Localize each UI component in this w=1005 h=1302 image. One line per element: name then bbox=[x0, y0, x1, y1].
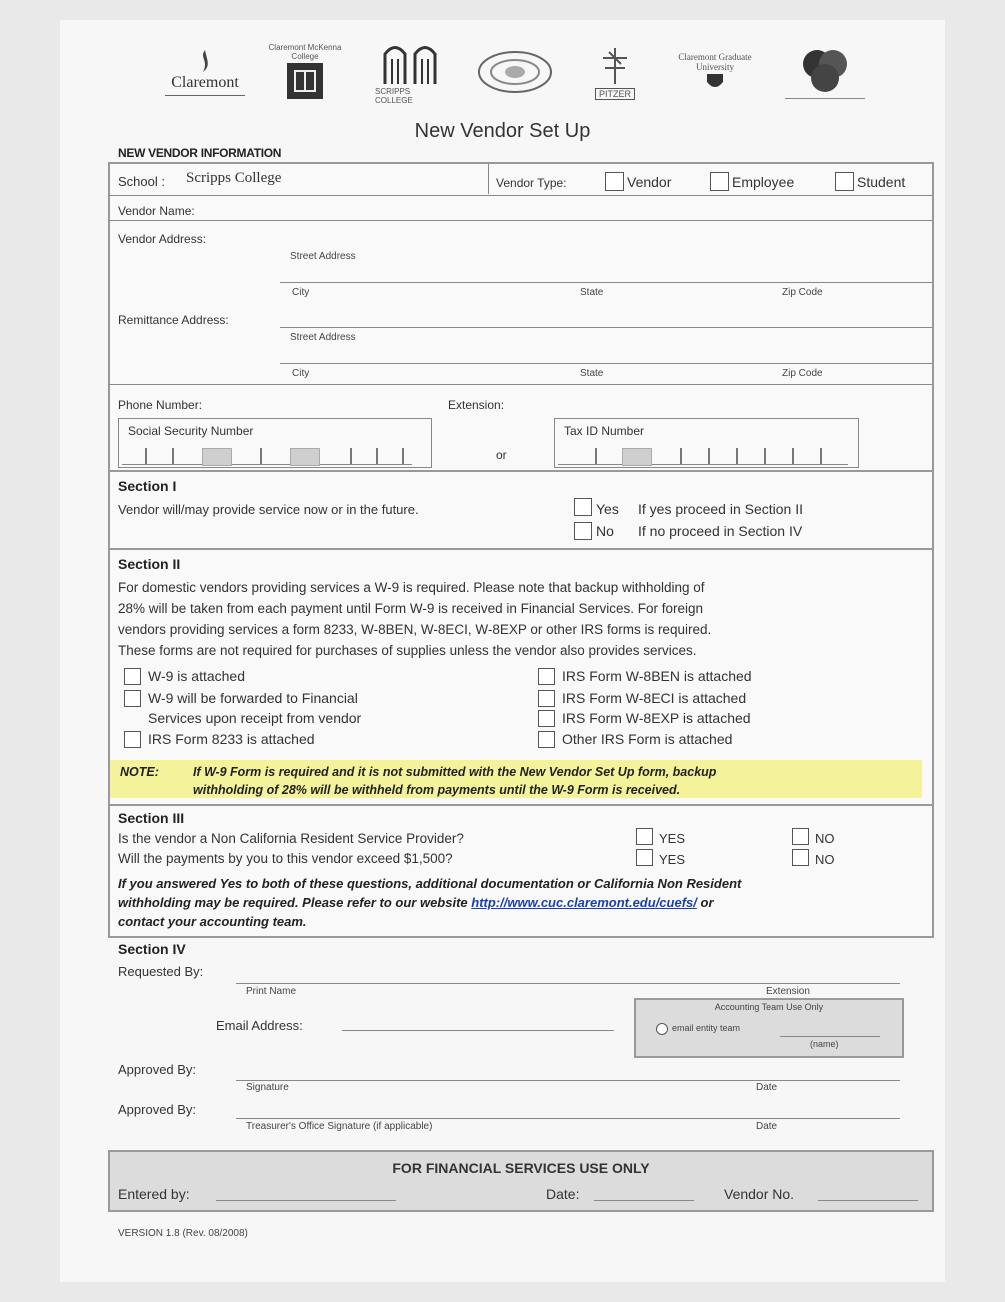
vendor-type-employee-checkbox[interactable] bbox=[710, 172, 729, 191]
w8eci-checkbox[interactable] bbox=[538, 690, 555, 707]
scripps-logo: SCRIPPS COLLEGE bbox=[375, 32, 445, 112]
approved-by-2-label: Approved By: bbox=[118, 1102, 197, 1117]
tax-id-label: Tax ID Number bbox=[564, 424, 645, 438]
scripps-arches-icon bbox=[380, 39, 440, 87]
section-3-note-3: contact your accounting team. bbox=[118, 914, 307, 929]
q2-yes-label: YES bbox=[659, 852, 686, 867]
q1-no-label: NO bbox=[815, 831, 835, 846]
claremont-mckenna-logo: Claremont McKenna College bbox=[265, 32, 345, 112]
entered-by-label: Entered by: bbox=[118, 1186, 190, 1202]
date-caption: Date bbox=[756, 1082, 778, 1093]
section-1-yes-note: If yes proceed in Section II bbox=[638, 501, 803, 517]
vendor-type-student-label: Student bbox=[857, 174, 906, 190]
divider bbox=[488, 164, 489, 194]
w8ben-checkbox[interactable] bbox=[538, 668, 555, 685]
w8eci-label: IRS Form W-8ECI is attached bbox=[562, 690, 747, 706]
page-title: New Vendor Set Up bbox=[414, 120, 591, 142]
print-name-caption: Print Name bbox=[246, 986, 297, 997]
street-address-caption: Street Address bbox=[290, 251, 356, 262]
approved-by-2-line[interactable] bbox=[236, 1118, 900, 1119]
school-label: School : bbox=[118, 174, 165, 189]
phone-label: Phone Number: bbox=[118, 398, 203, 412]
vendor-address-label: Vendor Address: bbox=[118, 232, 207, 246]
section-2-line-1: For domestic vendors providing services a W-9 is required. Please note that backup withholding of bbox=[118, 580, 705, 595]
digit-tick bbox=[350, 448, 352, 464]
zip-caption: Zip Code bbox=[782, 287, 823, 298]
email-address-label: Email Address: bbox=[216, 1018, 303, 1033]
date-2-caption: Date bbox=[756, 1121, 778, 1132]
vendor-no-label: Vendor No. bbox=[724, 1186, 795, 1202]
pitzer-logo: PITZER bbox=[585, 32, 645, 112]
initials-line bbox=[780, 1036, 880, 1037]
note-line-1: If W-9 Form is required and it is not submitted with the New Vendor Set Up form, backup bbox=[193, 765, 717, 779]
accounting-team-title: Accounting Team Use Only bbox=[714, 1002, 824, 1012]
section-1-yes-checkbox[interactable] bbox=[574, 498, 592, 516]
cgu-shield-icon bbox=[705, 72, 725, 92]
email-entity-team-label: email entity team bbox=[672, 1023, 741, 1033]
claremont-graduate-logo: Claremont Graduate University bbox=[665, 32, 765, 112]
tax-baseline bbox=[558, 464, 848, 465]
date-label: Date: bbox=[546, 1186, 580, 1202]
seal-logo bbox=[470, 32, 560, 112]
remittance-address-label: Remittance Address: bbox=[118, 313, 229, 327]
city-caption: City bbox=[292, 287, 310, 298]
signature-caption: Signature bbox=[246, 1082, 289, 1093]
section-1-title: Section I bbox=[118, 478, 177, 494]
financial-services-title: FOR FINANCIAL SERVICES USE ONLY bbox=[392, 1160, 650, 1176]
q2-yes-checkbox[interactable] bbox=[636, 849, 653, 866]
divider bbox=[108, 384, 932, 385]
section-3-q1: Is the vendor a Non California Resident Service Provider? bbox=[118, 831, 464, 846]
address-line bbox=[280, 282, 932, 283]
digit-tick bbox=[260, 448, 262, 464]
vendor-no-line[interactable] bbox=[818, 1200, 918, 1201]
digit-tick bbox=[708, 448, 710, 464]
requested-by-label: Requested By: bbox=[118, 964, 204, 979]
extension-label: Extension: bbox=[448, 398, 505, 412]
email-address-line[interactable] bbox=[342, 1030, 614, 1031]
section-3-title: Section III bbox=[118, 810, 185, 826]
digit-tick bbox=[680, 448, 682, 464]
section-1-no-note: If no proceed in Section IV bbox=[638, 523, 803, 539]
q1-yes-label: YES bbox=[659, 831, 686, 846]
remit-state-caption: State bbox=[580, 368, 604, 379]
section-1-yes-label: Yes bbox=[596, 501, 619, 517]
college-logos bbox=[160, 32, 940, 122]
vendor-type-student-checkbox[interactable] bbox=[835, 172, 854, 191]
vendor-name-label: Vendor Name: bbox=[118, 204, 195, 218]
address-line bbox=[280, 327, 932, 328]
digit-tick bbox=[736, 448, 738, 464]
section-2-line-2: 28% will be taken from each payment until Form W-9 is received in Financial Services. For foreign bbox=[118, 601, 703, 616]
divider bbox=[108, 220, 932, 221]
ssn-separator bbox=[290, 448, 320, 466]
claremont-logo: Claremont bbox=[160, 32, 250, 112]
or-label: or bbox=[496, 448, 507, 462]
w9-forwarded-label: W-9 will be forwarded to Financial bbox=[148, 690, 358, 706]
section-1-question: Vendor will/may provide service now or in the future. bbox=[118, 502, 419, 517]
digit-tick bbox=[792, 448, 794, 464]
vendor-type-employee-label: Employee bbox=[732, 174, 795, 190]
section-2-title: Section II bbox=[118, 556, 181, 572]
ssn-separator bbox=[202, 448, 232, 466]
seal-icon bbox=[475, 47, 555, 97]
version-label: VERSION 1.8 (Rev. 08/2008) bbox=[118, 1228, 248, 1239]
digit-tick bbox=[145, 448, 147, 464]
extension-caption: Extension bbox=[766, 986, 810, 997]
w9-forwarded-label-cont: Services upon receipt from vendor bbox=[148, 710, 362, 726]
tree-icon bbox=[595, 44, 635, 88]
treasurer-signature-caption: Treasurer's Office Signature (if applicable) bbox=[246, 1121, 433, 1132]
w9-forwarded-checkbox[interactable] bbox=[124, 690, 141, 707]
remit-city-caption: City bbox=[292, 368, 310, 379]
q1-yes-checkbox[interactable] bbox=[636, 828, 653, 845]
section-2-line-3: vendors providing services a form 8233, W-8BEN, W-8ECI, W-8EXP or other IRS forms is required. bbox=[118, 622, 712, 637]
section-2-line-4: These forms are not required for purchases of supplies unless the vendor also provides services. bbox=[118, 643, 697, 658]
note-line-2: withholding of 28% will be withheld from payments until the W-9 Form is received. bbox=[193, 783, 681, 797]
digit-tick bbox=[820, 448, 822, 464]
q2-no-checkbox[interactable] bbox=[792, 849, 809, 866]
date-line[interactable] bbox=[594, 1200, 694, 1201]
tax-separator bbox=[622, 448, 652, 466]
irs-8233-checkbox[interactable] bbox=[124, 731, 141, 748]
ssn-label: Social Security Number bbox=[128, 424, 254, 438]
w8exp-label: IRS Form W-8EXP is attached bbox=[562, 710, 751, 726]
w9-attached-label: W-9 is attached bbox=[148, 668, 246, 684]
vendor-type-label: Vendor Type: bbox=[496, 176, 567, 190]
cmc-crest-icon bbox=[285, 61, 325, 101]
flame-icon bbox=[195, 48, 215, 74]
website-link[interactable]: http://www.cuc.claremont.edu/cuefs/ bbox=[471, 895, 697, 910]
digit-tick bbox=[764, 448, 766, 464]
requested-by-line[interactable] bbox=[236, 983, 900, 984]
remit-street-caption: Street Address bbox=[290, 332, 356, 343]
section-3-note-2 bbox=[118, 894, 714, 913]
w8ben-label: IRS Form W-8BEN is attached bbox=[562, 668, 752, 684]
section-1-no-checkbox[interactable] bbox=[574, 522, 592, 540]
ssn-baseline bbox=[122, 464, 412, 465]
divider bbox=[108, 195, 932, 196]
email-entity-team-radio[interactable] bbox=[656, 1023, 668, 1035]
school-value[interactable]: Scripps College bbox=[186, 170, 282, 186]
digit-tick bbox=[376, 448, 378, 464]
approved-by-label: Approved By: bbox=[118, 1062, 197, 1077]
w8exp-checkbox[interactable] bbox=[538, 710, 555, 727]
vendor-type-vendor-label: Vendor bbox=[627, 174, 672, 190]
keck-logo bbox=[780, 32, 870, 112]
section-3-q2: Will the payments by you to this vendor exceed $1,500? bbox=[118, 851, 453, 866]
other-irs-checkbox[interactable] bbox=[538, 731, 555, 748]
note-2-post: or bbox=[700, 895, 714, 910]
digit-tick bbox=[402, 448, 404, 464]
other-irs-label: Other IRS Form is attached bbox=[562, 731, 733, 747]
section-1-no-label: No bbox=[596, 523, 614, 539]
section-header-label: NEW VENDOR INFORMATION bbox=[118, 146, 282, 160]
entered-by-line[interactable] bbox=[216, 1200, 396, 1201]
keck-circles-icon bbox=[795, 46, 855, 96]
section-3-note-1: If you answered Yes to both of these questions, additional documentation or California Non Resident bbox=[118, 876, 742, 891]
note-2-pre: withholding may be required. Please refer to our website bbox=[118, 895, 468, 910]
remit-zip-caption: Zip Code bbox=[782, 368, 823, 379]
approved-by-line[interactable] bbox=[236, 1080, 900, 1081]
q1-no-checkbox[interactable] bbox=[792, 828, 809, 845]
w9-attached-checkbox[interactable] bbox=[124, 668, 141, 685]
vendor-type-vendor-checkbox[interactable] bbox=[605, 172, 624, 191]
digit-tick bbox=[595, 448, 597, 464]
form-page bbox=[60, 20, 945, 1282]
q2-no-label: NO bbox=[815, 852, 835, 867]
section-4-title: Section IV bbox=[118, 941, 186, 957]
state-caption: State bbox=[580, 287, 604, 298]
address-line bbox=[280, 363, 932, 364]
initials-caption: (name) bbox=[810, 1039, 839, 1049]
note-label: NOTE: bbox=[120, 765, 159, 779]
digit-tick bbox=[172, 448, 174, 464]
irs-8233-label: IRS Form 8233 is attached bbox=[148, 731, 315, 747]
